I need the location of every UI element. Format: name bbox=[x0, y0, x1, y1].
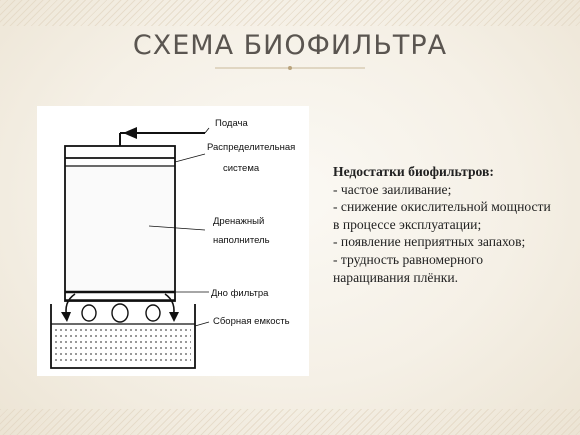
drawback-item: - появление неприятных запахов; bbox=[333, 234, 526, 250]
drawback-item: - трудность равномерного наращивания плёнки. bbox=[333, 251, 484, 285]
label-filler-line1: Дренажный bbox=[213, 216, 265, 227]
slide-title: СХЕМА БИОФИЛЬТРА bbox=[132, 30, 448, 61]
support-ovals bbox=[82, 304, 160, 322]
drawback-item: - частое заиливание; bbox=[333, 181, 452, 197]
title-ornament bbox=[215, 64, 365, 72]
drainage-filler bbox=[66, 167, 174, 292]
label-tank: Сборная емкость bbox=[213, 316, 290, 327]
biofilter-diagram bbox=[37, 106, 309, 376]
label-bottom: Дно фильтра bbox=[211, 288, 269, 299]
tank-liquid bbox=[55, 330, 191, 360]
drawback-item: - снижение окислительной мощности в процессе эксплуатации; bbox=[333, 199, 551, 232]
drawbacks-heading: Недостатки биофильтров: bbox=[333, 164, 494, 179]
supply-arrow bbox=[123, 127, 137, 139]
label-filler-line2: наполнитель bbox=[213, 235, 270, 246]
drawbacks-text bbox=[333, 163, 558, 286]
top-hatch-border bbox=[0, 0, 580, 26]
label-distribution-line2: система bbox=[223, 163, 260, 174]
label-supply: Подача bbox=[215, 118, 248, 129]
bottom-hatch-border bbox=[0, 409, 580, 435]
label-distribution-line1: Распределительная bbox=[207, 142, 296, 153]
